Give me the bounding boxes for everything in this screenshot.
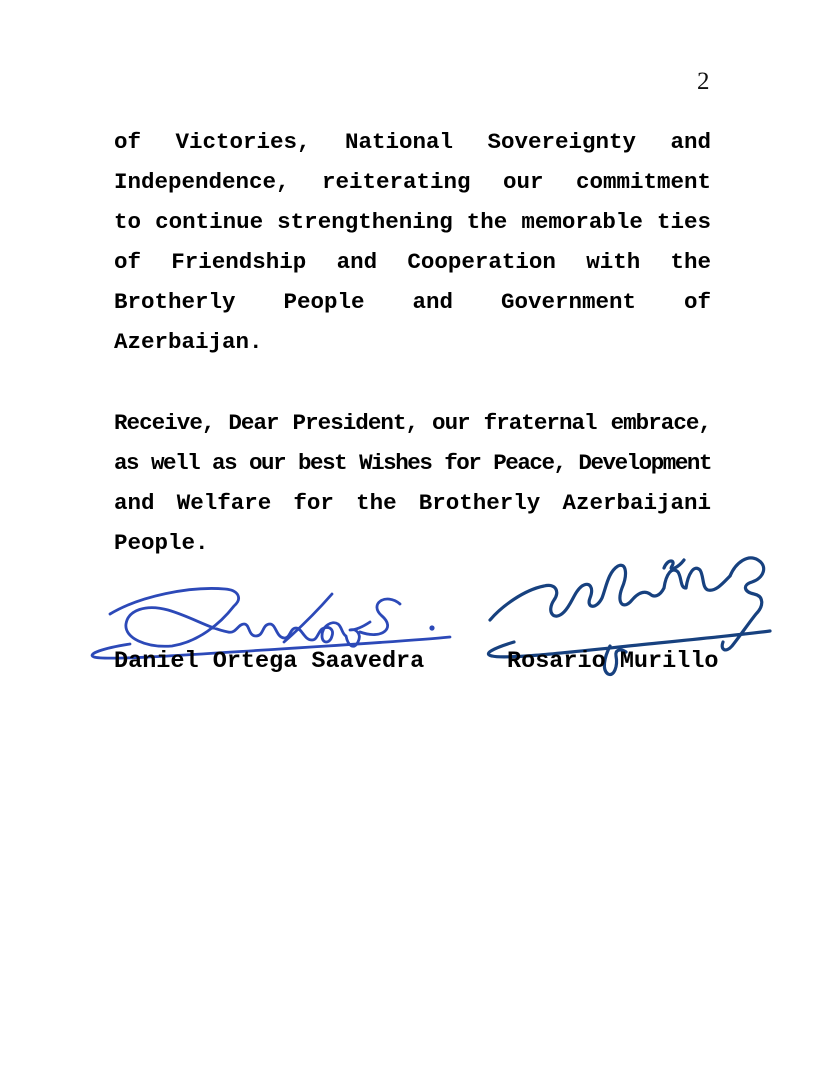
text-line: Brotherly People and Government of	[114, 289, 711, 315]
text-line: Azerbaijan.	[114, 329, 263, 355]
text-line: Independence, reiterating our commitment	[114, 169, 711, 195]
signer-name-rosario-murillo: Rosario Murillo	[507, 648, 719, 675]
text-line: and Welfare for the Brotherly Azerbaijani	[114, 490, 711, 516]
text-line: to continue strengthening the memorable ties	[114, 209, 711, 235]
page-number: 2	[697, 68, 710, 95]
paragraph-2	[114, 403, 711, 563]
text-line: of Victories, National Sovereignty and	[114, 129, 711, 155]
signer-name-daniel-ortega: Daniel Ortega Saavedra	[114, 648, 425, 675]
paragraph-1	[114, 122, 711, 362]
text-line: People.	[114, 530, 209, 556]
text-line: of Friendship and Cooperation with the	[114, 249, 711, 275]
ortega-signature-dot	[429, 625, 434, 630]
text-line: as well as our best Wishes for Peace, Development	[114, 450, 711, 476]
text-line: Receive, Dear President, our fraternal embrace,	[114, 410, 711, 436]
